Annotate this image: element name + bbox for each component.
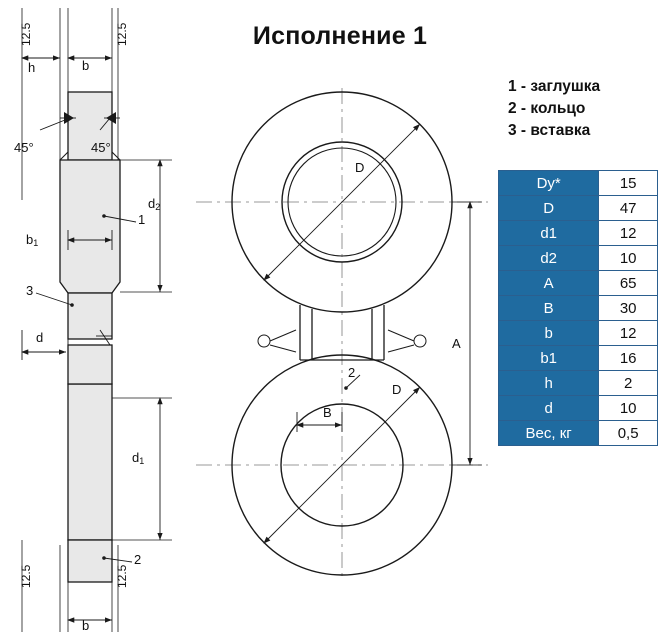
dim-label-bottom-1: 12.5 [19,564,33,588]
callout-label-3: 3 [26,283,34,298]
dim-label-d: d [36,330,44,345]
callout-label-2: 2 [134,552,142,567]
row-value: 12 [599,321,658,346]
table-row [499,421,658,446]
row-label: Вес, кг [499,421,599,446]
table-row [499,196,658,221]
ring-section [68,345,112,582]
dim-label-d2: $d_2$ [148,196,161,212]
page-title: Исполнение 1 [252,22,428,50]
dim-label-D-upper: D [355,160,365,175]
row-value: 65 [599,271,658,296]
spec-table [498,170,658,446]
table-row [499,371,658,396]
callout-label-bridge-2: 2 [348,365,356,380]
row-value: 47 [599,196,658,221]
table-row [499,246,658,271]
row-label: d1 [499,221,599,246]
angle-label-right: 45° [91,140,111,155]
dim-label-D-lower: D [392,382,402,397]
table-row [499,321,658,346]
dim-label-h: h [28,60,36,75]
table-row [499,346,658,371]
callout-label-1: 1 [138,212,146,227]
legend-item-2: 2 - кольцо [508,100,586,117]
row-label: A [499,271,599,296]
dim-label-d1: $d_1$ [132,450,145,466]
row-value: 0,5 [599,421,658,446]
left-section-view [22,8,172,632]
row-value: 10 [599,246,658,271]
row-value: 15 [599,171,658,196]
row-label: Dy* [499,171,599,196]
table-row [499,271,658,296]
row-value: 30 [599,296,658,321]
row-label: D [499,196,599,221]
dim-label-bottom-2: 12.5 [115,564,129,588]
legend-item-1: 1 - заглушка [508,78,601,95]
row-value: 12 [599,221,658,246]
dim-label-top-left-2: 12.5 [115,22,129,46]
angle-label-left: 45° [14,140,34,155]
dim-label-top-left-1: 12.5 [19,22,33,46]
row-label: b1 [499,346,599,371]
row-value: 2 [599,371,658,396]
dim-label-b-top: b [82,58,90,73]
row-label: b [499,321,599,346]
row-value: 16 [599,346,658,371]
table-row [499,171,658,196]
legend-item-3: 3 - вставка [508,122,591,139]
table-row [499,221,658,246]
dim-label-B: B [323,405,332,420]
row-value: 10 [599,396,658,421]
row-label: d2 [499,246,599,271]
front-view [196,88,488,580]
row-label: d [499,396,599,421]
row-label: B [499,296,599,321]
table-row [499,396,658,421]
dim-label-b1: $b_1$ [26,232,39,248]
legend [508,76,653,142]
row-label: h [499,371,599,396]
dim-label-b-bottom: b [82,618,90,633]
plug-body [60,92,120,339]
dim-label-A: A [452,336,461,351]
table-row [499,296,658,321]
